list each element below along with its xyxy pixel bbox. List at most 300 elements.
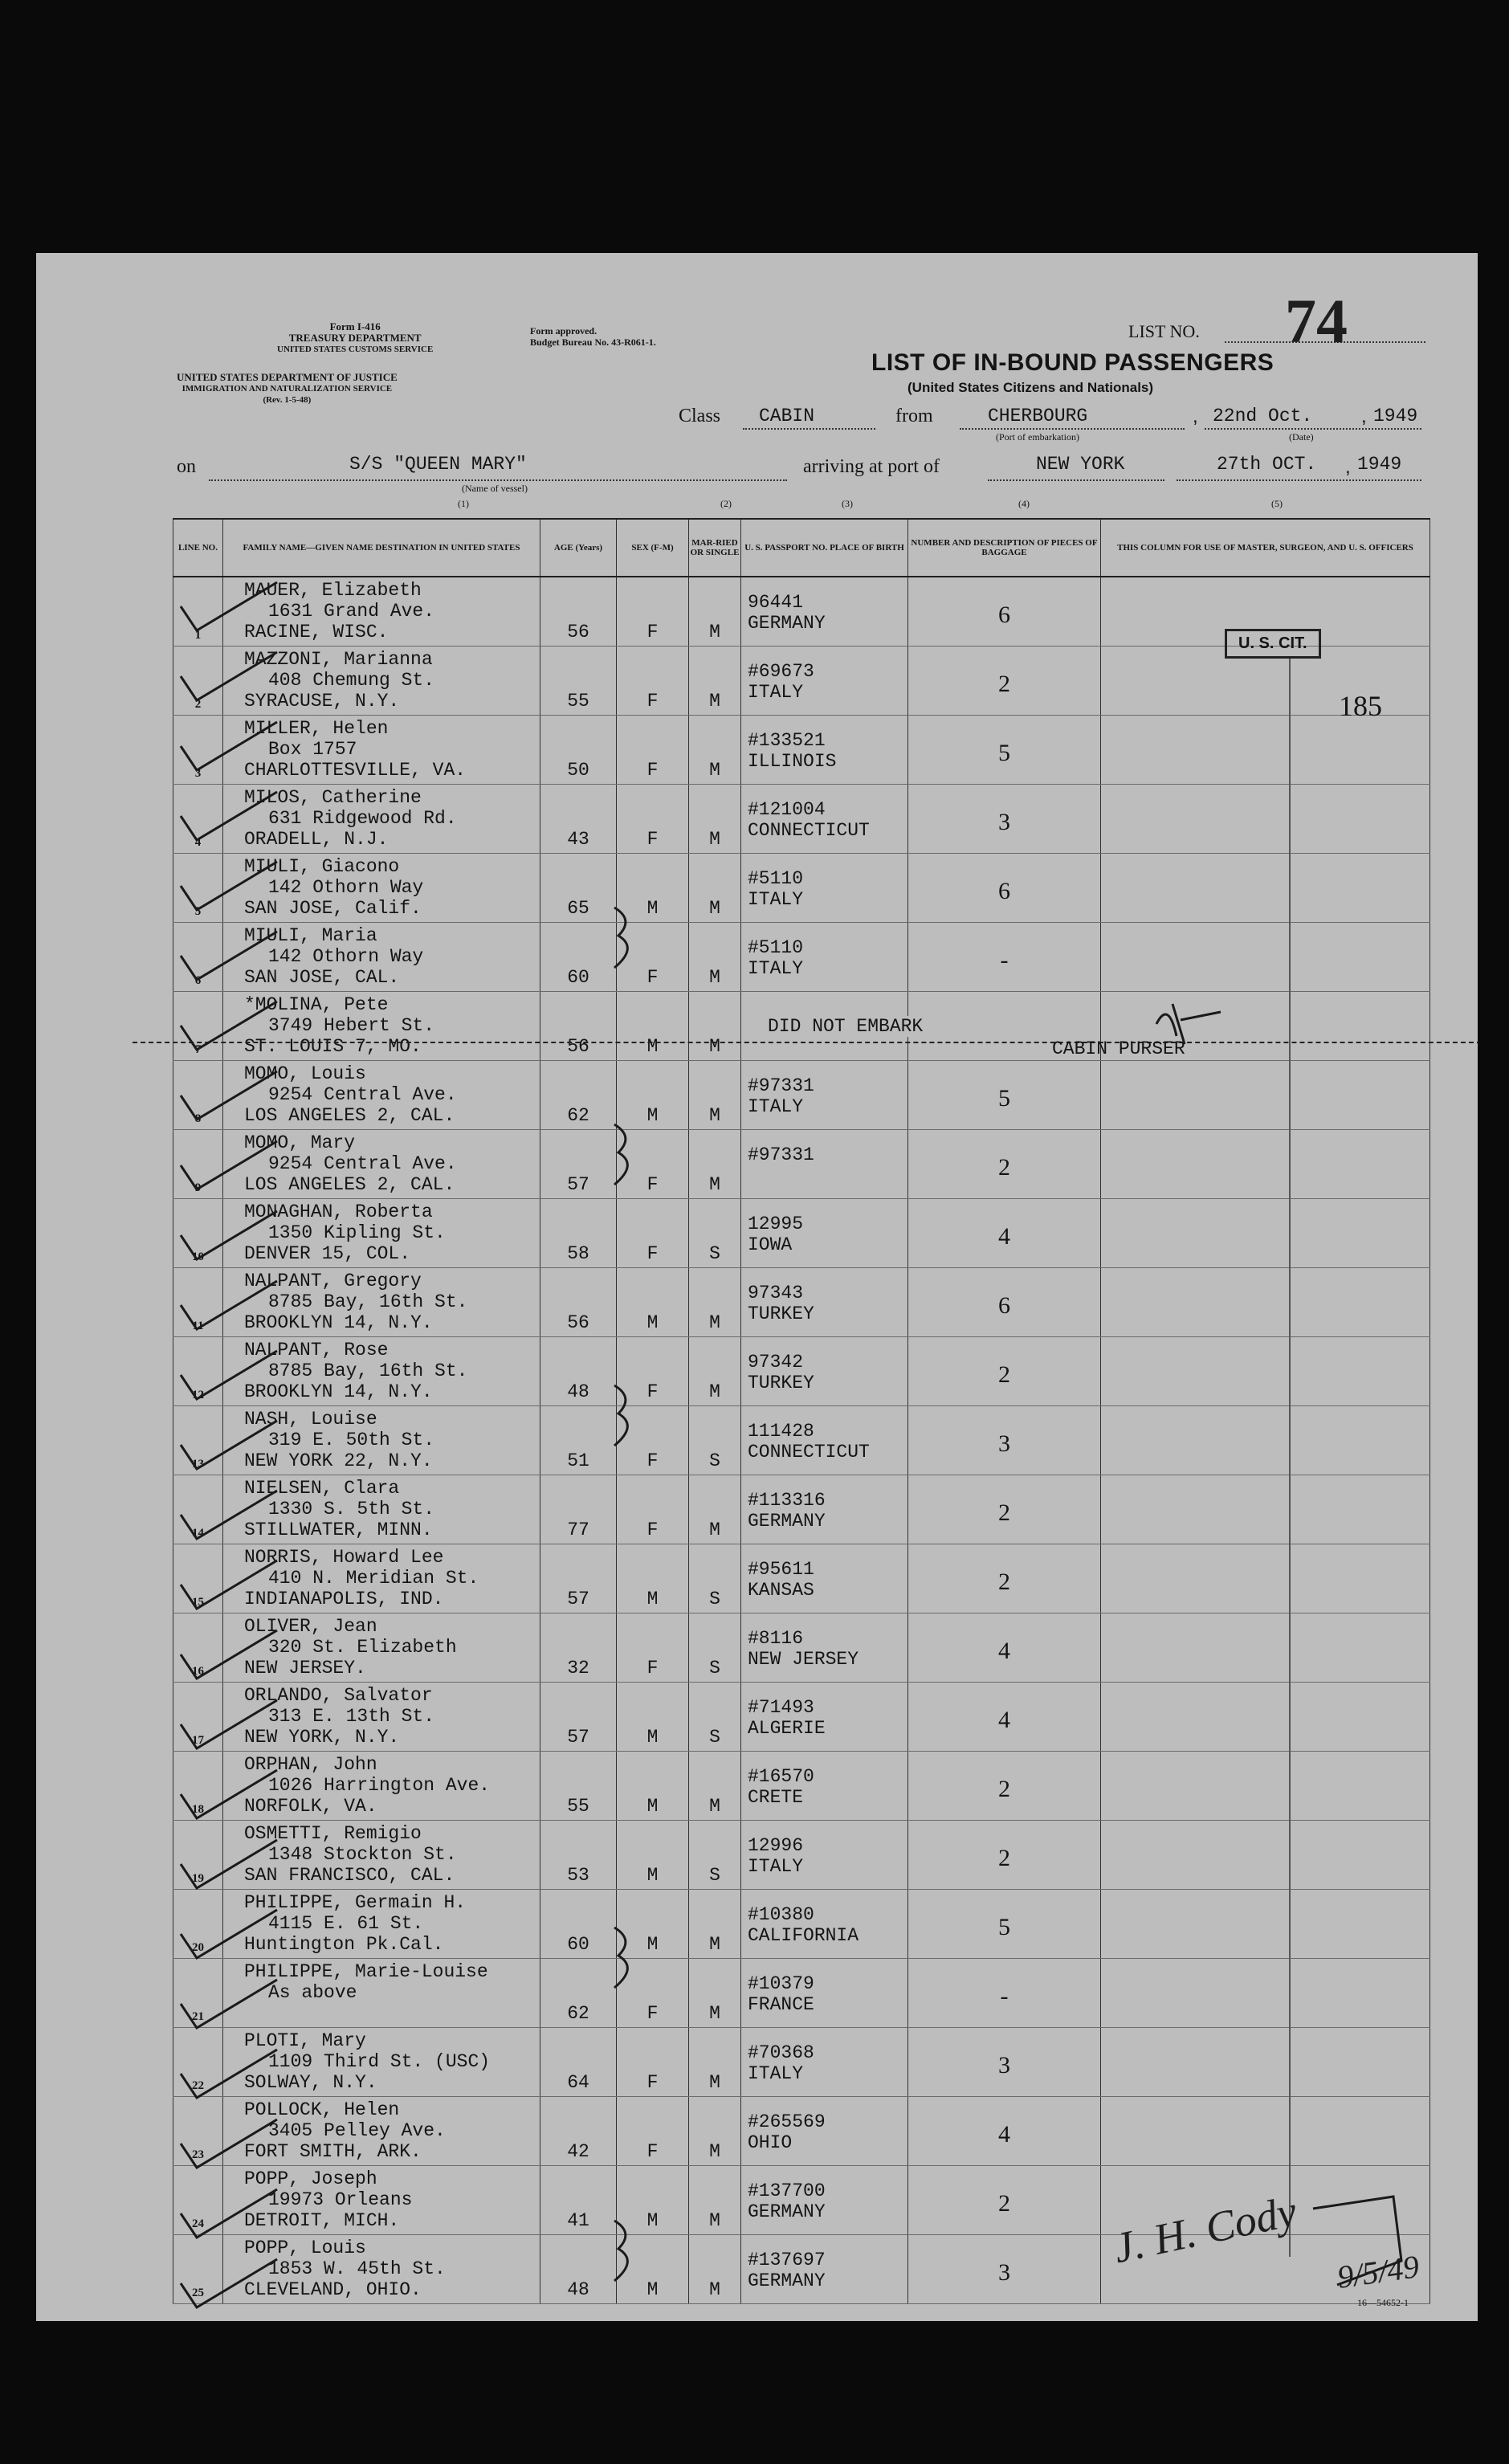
ins-service: IMMIGRATION AND NATURALIZATION SERVICE: [181, 384, 393, 394]
form-approved: Form approved.: [530, 325, 597, 337]
line-number-text: 17: [192, 1734, 204, 1747]
passport-number: 12996: [748, 1835, 804, 1856]
married: M: [709, 622, 720, 643]
married: M: [709, 1036, 720, 1057]
passport-number: #69673: [748, 661, 814, 682]
place-of-birth: TURKEY: [748, 1373, 814, 1393]
address-line-2: NORFOLK, VA.: [244, 1796, 377, 1817]
sex: M: [646, 2279, 659, 2300]
passport-number: #95611: [748, 1559, 814, 1580]
check-mark: [181, 792, 277, 840]
place-of-birth: GERMANY: [748, 1511, 826, 1532]
not-embarked-text: DID NOT EMBARK: [763, 1016, 928, 1037]
married: M: [709, 967, 720, 988]
address-line-1: 9254 Central Ave.: [268, 1153, 457, 1174]
address-line-2: NEW JERSEY.: [244, 1658, 366, 1679]
col-married: MAR-RIED OR SINGLE: [689, 519, 741, 577]
baggage-count: 6: [998, 878, 1010, 904]
passport-number: 96441: [748, 592, 804, 613]
place-of-birth: ITALY: [748, 2063, 804, 2084]
passenger-name: *MOLINA, Pete: [244, 994, 389, 1015]
address-line-1: 1853 W. 45th St.: [268, 2258, 446, 2279]
passenger-name: MONAGHAN, Roberta: [244, 1201, 433, 1222]
address-line-1: 8785 Bay, 16th St.: [268, 1361, 468, 1381]
address-line-1: 3749 Hebert St.: [268, 1015, 435, 1036]
sex: M: [646, 2210, 659, 2231]
sex: F: [646, 2141, 659, 2162]
check-mark: [181, 2189, 277, 2238]
place-of-birth: OHIO: [748, 2132, 793, 2153]
us-citizen-stamp: U. S. CIT.: [1225, 629, 1321, 659]
passenger-name: OLIVER, Jean: [244, 1616, 377, 1637]
passenger-name: MOMO, Mary: [244, 1132, 356, 1153]
check-mark: [181, 2119, 277, 2168]
baggage-count: 2: [998, 1154, 1010, 1181]
line-number-text: 13: [192, 1458, 204, 1471]
passport-number: #97331: [748, 1075, 814, 1096]
sex: F: [646, 1381, 659, 1402]
passport-number: #8116: [748, 1628, 804, 1649]
line-number-text: 7: [194, 1043, 202, 1056]
passenger-name: PLOTI, Mary: [244, 2030, 366, 2051]
place-of-birth: GERMANY: [748, 2270, 826, 2291]
sex: F: [646, 691, 659, 712]
age: 57: [567, 1589, 589, 1609]
address-line-2: RACINE, WISC.: [244, 622, 389, 643]
married: M: [709, 2003, 720, 2024]
age: 41: [567, 2210, 589, 2231]
address-line-1: 320 St. Elizabeth: [268, 1637, 457, 1658]
port-embark-caption: (Port of embarkation): [996, 431, 1079, 443]
passenger-name: NALPANT, Gregory: [244, 1271, 422, 1291]
on-label: on: [177, 456, 196, 477]
address-line-2: SOLWAY, N.Y.: [244, 2072, 377, 2093]
age: 56: [567, 622, 589, 643]
passenger-name: MOMO, Louis: [244, 1063, 366, 1084]
sex: M: [646, 1589, 659, 1609]
col-marker-4: (4): [1018, 498, 1030, 509]
sex: M: [646, 1796, 659, 1817]
check-mark: [181, 722, 277, 770]
passenger-name: PHILIPPE, Germain H.: [244, 1892, 467, 1913]
passport-number: #71493: [748, 1697, 814, 1718]
vessel-caption: (Name of vessel): [462, 483, 528, 494]
from-label: from: [895, 406, 933, 426]
check-mark: [181, 1421, 277, 1469]
married: M: [709, 1520, 720, 1540]
age: 57: [567, 1174, 589, 1195]
passport-number: #10379: [748, 1973, 814, 1994]
address-line-2: ORADELL, N.J.: [244, 829, 389, 850]
customs-service: UNITED STATES CUSTOMS SERVICE: [277, 345, 434, 354]
arrival-date: 27th OCT.: [1217, 454, 1317, 475]
married: M: [709, 2141, 720, 2162]
place-of-birth: CONNECTICUT: [748, 820, 870, 841]
check-mark: [181, 1211, 277, 1259]
arrival-port: NEW YORK: [1036, 454, 1125, 475]
check-mark: [181, 1351, 277, 1399]
baggage-count: 5: [998, 1914, 1010, 1940]
sex: M: [646, 1105, 659, 1126]
passport-number: #70368: [748, 2042, 814, 2063]
passenger-name: ORLANDO, Salvator: [244, 1685, 433, 1706]
justice-department: UNITED STATES DEPARTMENT OF JUSTICE: [177, 371, 398, 383]
passport-number: #5110: [748, 868, 804, 889]
address-line-2: STILLWATER, MINN.: [244, 1520, 433, 1540]
col-line: LINE NO.: [173, 519, 223, 577]
address-line-2: SYRACUSE, N.Y.: [244, 691, 400, 712]
age: 55: [567, 691, 589, 712]
address-line-2: FORT SMITH, ARK.: [244, 2141, 422, 2162]
age: 77: [567, 1520, 589, 1540]
passport-number: #10380: [748, 1904, 814, 1925]
passport-number: #5110: [748, 937, 804, 958]
married: M: [709, 2072, 720, 2093]
form-number: Form I-416: [329, 320, 381, 332]
baggage-count: 2: [998, 1361, 1010, 1388]
married: M: [709, 1312, 720, 1333]
passenger-name: MAUER, Elizabeth: [244, 580, 422, 601]
col-marker-2: (2): [720, 498, 732, 509]
age: 60: [567, 967, 589, 988]
married: M: [709, 829, 720, 850]
place-of-birth: CALIFORNIA: [748, 1925, 859, 1946]
footer-code: 16—54652-1: [1357, 2297, 1409, 2308]
sex: F: [646, 829, 659, 850]
sex: M: [646, 1934, 659, 1955]
address-line-2: DENVER 15, COL.: [244, 1243, 411, 1264]
married: M: [709, 760, 720, 781]
line-number-text: 16: [192, 1665, 204, 1678]
col-officers: THIS COLUMN FOR USE OF MASTER, SURGEON, AND U. S. OFFICERS: [1101, 519, 1430, 577]
married: S: [709, 1727, 720, 1748]
line-number-text: 12: [192, 1389, 204, 1401]
address-line-1: 142 Othorn Way: [268, 877, 424, 898]
address-line-1: 8785 Bay, 16th St.: [268, 1291, 468, 1312]
address-line-2: CLEVELAND, OHIO.: [244, 2279, 422, 2300]
sex: M: [646, 1727, 659, 1748]
baggage-count: 2: [998, 1499, 1010, 1526]
col-marker-1: (1): [458, 498, 469, 509]
col-marker-3: (3): [842, 498, 853, 509]
list-no-value: 74: [1285, 286, 1348, 356]
from-value: CHERBOURG: [988, 406, 1088, 426]
address-line-1: 1348 Stockton St.: [268, 1844, 457, 1865]
age: 62: [567, 2003, 589, 2024]
address-line-2: INDIANAPOLIS, IND.: [244, 1589, 444, 1609]
passenger-name: MILLER, Helen: [244, 718, 389, 739]
sex: M: [646, 1036, 659, 1057]
check-mark: [181, 1002, 277, 1050]
address-line-2: SAN JOSE, CAL.: [244, 967, 400, 988]
address-line-1: 1330 S. 5th St.: [268, 1499, 435, 1520]
place-of-birth: CRETE: [748, 1787, 804, 1808]
address-line-1: 1631 Grand Ave.: [268, 601, 435, 622]
line-number-text: 25: [192, 2287, 204, 2299]
sex: F: [646, 1658, 659, 1679]
check-mark: [181, 1071, 277, 1120]
married: S: [709, 1658, 720, 1679]
baggage-count: 4: [998, 1638, 1010, 1664]
baggage-count: -: [1000, 1983, 1009, 2009]
passenger-name: OSMETTI, Remigio: [244, 1823, 422, 1844]
address-line-1: 313 E. 13th St.: [268, 1706, 435, 1727]
col-passport: U. S. PASSPORT NO. PLACE OF BIRTH: [741, 519, 908, 577]
married: M: [709, 2210, 720, 2231]
age: 53: [567, 1865, 589, 1886]
passport-number: 111428: [748, 1421, 814, 1442]
baggage-count: -: [1000, 947, 1009, 973]
sex: F: [646, 1243, 659, 1264]
page-subtitle: (United States Citizens and Nationals): [907, 380, 1154, 395]
check-mark: [181, 1141, 277, 1189]
baggage-count: 4: [998, 2121, 1010, 2148]
check-mark: [181, 932, 277, 980]
place-of-birth: ILLINOIS: [748, 751, 837, 772]
check-mark: [181, 652, 277, 700]
check-mark: [181, 1560, 277, 1609]
arriving-label: arriving at port of: [803, 456, 940, 477]
embark-date: 22nd Oct.: [1213, 406, 1313, 426]
address-line-1: 9254 Central Ave.: [268, 1084, 457, 1105]
passport-number: #137700: [748, 2180, 826, 2201]
age: 56: [567, 1036, 589, 1057]
passenger-name: ORPHAN, John: [244, 1754, 377, 1775]
address-line-1: 1350 Kipling St.: [268, 1222, 446, 1243]
col-sex: SEX (F-M): [617, 519, 689, 577]
sex: F: [646, 1174, 659, 1195]
line-number-text: 22: [192, 2079, 204, 2092]
married: S: [709, 1450, 720, 1471]
baggage-count: 5: [998, 740, 1010, 766]
class-label: Class: [679, 406, 721, 426]
age: 56: [567, 1312, 589, 1333]
married: M: [709, 898, 720, 919]
address-line-2: LOS ANGELES 2, CAL.: [244, 1174, 455, 1195]
passport-number: #97331: [748, 1144, 814, 1165]
check-mark: [181, 1910, 277, 1958]
age: 55: [567, 1796, 589, 1817]
line-number-text: 9: [194, 1181, 202, 1194]
address-line-1: 142 Othorn Way: [268, 946, 424, 967]
passenger-name: NORRIS, Howard Lee: [244, 1547, 444, 1568]
age: 62: [567, 1105, 589, 1126]
baggage-count: 3: [998, 2052, 1010, 2078]
address-line-2: CHARLOTTESVILLE, VA.: [244, 760, 467, 781]
age: 58: [567, 1243, 589, 1264]
age: 32: [567, 1658, 589, 1679]
place-of-birth: ALGERIE: [748, 1718, 826, 1739]
check-mark: [181, 1980, 277, 2028]
vessel-name: S/S "QUEEN MARY": [349, 454, 527, 475]
married: S: [709, 1865, 720, 1886]
check-mark: [181, 582, 277, 630]
line-number-text: 8: [194, 1112, 202, 1125]
address-line-1: Box 1757: [268, 739, 357, 760]
line-number-text: 23: [192, 2148, 204, 2161]
officer-number: 185: [1339, 690, 1382, 722]
age: 43: [567, 829, 589, 850]
handwritten-signature: J. H. Cody: [1109, 2186, 1301, 2273]
address-line-2: SAN FRANCISCO, CAL.: [244, 1865, 455, 1886]
sex: F: [646, 760, 659, 781]
baggage-count: 4: [998, 1707, 1010, 1733]
line-number-text: 24: [192, 2217, 204, 2230]
sex: F: [646, 622, 659, 643]
passenger-name: MIULI, Giacono: [244, 856, 400, 877]
check-marks: [36, 253, 1478, 2321]
line-number-text: 18: [192, 1803, 204, 1816]
address-line-1: 1026 Harrington Ave.: [268, 1775, 491, 1796]
place-of-birth: ITALY: [748, 1856, 804, 1877]
place-of-birth: ITALY: [748, 682, 804, 703]
address-line-2: NEW YORK, N.Y.: [244, 1727, 400, 1748]
col-age: AGE (Years): [540, 519, 617, 577]
married: M: [709, 691, 720, 712]
address-line-1: 408 Chemung St.: [268, 670, 435, 691]
age: 65: [567, 898, 589, 919]
budget-bureau: Budget Bureau No. 43-R061-1.: [530, 337, 656, 348]
married: M: [709, 1796, 720, 1817]
place-of-birth: CONNECTICUT: [748, 1442, 870, 1462]
passport-number: #121004: [748, 799, 826, 820]
address-line-2: ST. LOUIS 7, MO.: [244, 1036, 422, 1057]
passenger-name: NASH, Louise: [244, 1409, 377, 1430]
passenger-name: MAZZONI, Marianna: [244, 649, 433, 670]
passenger-name: PHILIPPE, Marie-Louise: [244, 1961, 488, 1982]
sex: M: [646, 1865, 659, 1886]
line-number-text: 20: [192, 1941, 204, 1954]
age: 50: [567, 760, 589, 781]
baggage-count: 6: [998, 1292, 1010, 1319]
passenger-name: POPP, Joseph: [244, 2168, 377, 2189]
passport-number: #265569: [748, 2111, 826, 2132]
passenger-name: NIELSEN, Clara: [244, 1478, 400, 1499]
line-number-text: 21: [192, 2010, 204, 2023]
address-line-1: 4115 E. 61 St.: [268, 1913, 424, 1934]
baggage-count: 3: [998, 1430, 1010, 1457]
place-of-birth: ITALY: [748, 889, 804, 910]
col-name: FAMILY NAME—GIVEN NAME DESTINATION IN UNITED STATES: [223, 519, 540, 577]
line-number-text: 11: [192, 1320, 204, 1332]
passport-number: #137697: [748, 2250, 826, 2270]
sex: M: [646, 1312, 659, 1333]
sex: F: [646, 1520, 659, 1540]
place-of-birth: NEW JERSEY: [748, 1649, 859, 1670]
baggage-count: 2: [998, 1569, 1010, 1595]
address-line-2: DETROIT, MICH.: [244, 2210, 400, 2231]
baggage-count: 2: [998, 1776, 1010, 1802]
baggage-count: 4: [998, 1223, 1010, 1250]
line-number-text: 15: [192, 1596, 204, 1609]
married: M: [709, 2279, 720, 2300]
address-line-2: Huntington Pk.Cal.: [244, 1934, 444, 1955]
address-line-1: As above: [268, 1982, 357, 2003]
passport-number: #133521: [748, 730, 826, 751]
check-mark: [181, 1770, 277, 1818]
passenger-name: MIULI, Maria: [244, 925, 377, 946]
married: M: [709, 1105, 720, 1126]
department: TREASURY DEPARTMENT: [288, 332, 422, 344]
purser-text: CABIN PURSER: [1052, 1038, 1185, 1059]
address-line-1: 3405 Pelley Ave.: [268, 2120, 446, 2141]
sex: F: [646, 2072, 659, 2093]
address-line-1: 410 N. Meridian St.: [268, 1568, 479, 1589]
check-mark: [181, 1630, 277, 1679]
passenger-name: POPP, Louis: [244, 2238, 366, 2258]
line-number-text: 1: [194, 629, 202, 642]
place-of-birth: GERMANY: [748, 2201, 826, 2222]
age: 51: [567, 1450, 589, 1471]
age: 60: [567, 1934, 589, 1955]
address-line-2: LOS ANGELES 2, CAL.: [244, 1105, 455, 1126]
passenger-name: POLLOCK, Helen: [244, 2099, 400, 2120]
passport-number: 97343: [748, 1283, 804, 1303]
baggage-count: 2: [998, 2190, 1010, 2217]
age: 57: [567, 1727, 589, 1748]
embark-year: 1949: [1373, 406, 1418, 426]
line-number-text: 19: [192, 1872, 204, 1885]
list-no-label: LIST NO.: [1128, 321, 1200, 341]
married: M: [709, 1381, 720, 1402]
address-line-2: NEW YORK 22, N.Y.: [244, 1450, 433, 1471]
place-of-birth: ITALY: [748, 958, 804, 979]
passenger-list-document: Form I-416 TREASURY DEPARTMENT UNITED STATES CUSTOMS SERVICE Form approved. Budget Bureau No. 43-R061-1. UNITED STATES DEPARTMENT OF JUSTICE IMMIGRATION AND NATURALIZATION SERVICE (Rev. 1-5-48) LIST NO. 74 LIST OF IN-BOUND PASSENGERS (United States Citizens and Nationals) Class CABIN from CHERBOURG (Port of embarkation) 22nd Oct. , , 1949 (Date) on S/S "QUEEN MARY" (Name of vessel) arriving at port of NEW YORK 27th OCT. , 1949 (1) (2) (3) (4) (5) LINE NO. FAMILY NAME—GIVEN NAME DESTINATION IN UNITED STATES AGE (Years) SEX (F-M) MAR-RIED OR SINGLE U. S. PASSPORT NO. PLACE OF BIRTH NUMBER AND DESCRIPTION OF PIECES OF BAGGAGE THIS COLUMN FOR USE OF MASTER, SURGEON, AND U. S. OFFICERS 1 MAUER, Elizabeth 1631 Grand Ave. RACINE, WISC. 56 F M 96441 GERMANY 6 2 MAZZONI, Marianna 408 Chemung St. SYRACUSE, N.Y. 55 F M #69673 ITALY 2 3 MILLER, Helen Box 1757 CHARLOTTESVILLE, VA. 50 F M #133521 ILLINOIS 5 4 MILOS, Catherine 631 Ridgewood Rd. ORADELL, N.J. 43 F M #121004 CONNECTICUT 3 5 MIULI, Giacono 142 Othorn Way SAN JOSE, Calif. 65 M M #5110 ITALY 6 6 MIULI, Maria 142 Othorn Way SAN JOSE, CAL. 60 F M #5110 ITALY - 7 *MOLINA, Pete 3749 Hebert St. ST. LOUIS 7, MO. 56 M M 8 MOMO, Louis 9254 Central Ave. LOS ANGELES 2, CAL. 62 M M #97331 ITALY 5 9 MOMO, Mary 9254 Central Ave. LOS ANGELES 2, CAL. 57 F M #97331 2 10 MONAGHAN, Roberta 1350 Kipling St. DENVER 15, COL. 58 F S 12995 IOWA 4 11 NALPANT, Gregory 8785 Bay, 16th St. BROOKLYN 14, N.Y. 56 M M 97343 TURKEY 6 12 NALPANT, Rose 8785 Bay, 16th St. BROOKLYN 14, N.Y. 48 F M 97342 TURKEY 2 13 NASH, Louise 319 E. 50th St. NEW YORK 22, N.Y. 51 F S 111428 CONNECTICUT 3 14 NIELSEN, Clara 1330 S. 5th St. STILLWATER, MINN. 77 F M #113316 GERMANY 2 15 NORRIS, Howard Lee 410 N. Meridian St. INDIANAPOLIS, IND. 57 M S #95611 KANSAS 2 16 OLIVER, Jean 320 St. Elizabeth NEW JERSEY. 32 F S #8116 NEW JERSEY 4 17 ORLANDO, Salvator 313 E. 13th St. NEW YORK, N.Y. 57 M S #71493 ALGERIE 4 18 ORPHAN, John 1026 Harrington Ave. NORFOLK, VA. 55 M M #16570 CRETE 2 19 OSMETTI, Remigio 1348 Stockton St. SAN FRANCISCO, CAL. 53 M S 12996 ITALY 2 20 PHILIPPE, Germain H. 4115 E. 61 St. Huntington Pk.Cal. 60 M M #10380 CALIFORNIA 5 21 PHILIPPE, Marie-Louise As above 62 F M #10379 FRANCE - 22 PLOTI, Mary 1109 Third St. (USC) SOLWAY, N.Y. 64 F M #70368 ITALY 3 23 POLLOCK, Helen 3405 Pelley Ave. FORT SMITH, ARK. 42 F M #265569 OHIO 4 24 POPP, Joseph 19973 Orleans DETROIT, MICH. 41 M M #137700 GERMANY 2 25 POPP, Louis 1853 W. 45th St. CLEVELAND, OHIO. 48 M M #137697 GERMANY 3 U. S. CIT. 185 DID NOT EMBARK CABIN PURSER J. H. Cody 9/5/49 16—54652-1: [36, 253, 1478, 2321]
address-line-2: BROOKLYN 14, N.Y.: [244, 1312, 433, 1333]
check-mark: [181, 862, 277, 910]
check-mark: [181, 1840, 277, 1888]
date-caption: (Date): [1289, 431, 1314, 443]
check-mark: [181, 1491, 277, 1539]
arrival-year: 1949: [1357, 454, 1402, 475]
line-number-text: 2: [194, 698, 202, 711]
age: 42: [567, 2141, 589, 2162]
place-of-birth: KANSAS: [748, 1580, 814, 1601]
married: M: [709, 1934, 720, 1955]
baggage-count: 6: [998, 602, 1010, 628]
line-number-text: 10: [192, 1250, 204, 1263]
line-number-text: 5: [194, 905, 202, 918]
age: 64: [567, 2072, 589, 2093]
place-of-birth: GERMANY: [748, 613, 826, 634]
line-number-text: 14: [192, 1527, 204, 1540]
place-of-birth: IOWA: [748, 1234, 793, 1255]
age: 48: [567, 2279, 589, 2300]
check-mark: [181, 2259, 277, 2307]
address-line-2: BROOKLYN 14, N.Y.: [244, 1381, 433, 1402]
handwritten-date: 9/5/49: [1335, 2248, 1421, 2295]
passenger-name: NALPANT, Rose: [244, 1340, 389, 1361]
age: 48: [567, 1381, 589, 1402]
class-value: CABIN: [759, 406, 815, 426]
married: M: [709, 1174, 720, 1195]
passport-number: #16570: [748, 1766, 814, 1787]
check-mark: [181, 1281, 277, 1329]
line-number-text: 6: [194, 974, 202, 987]
passport-number: #113316: [748, 1490, 826, 1511]
form-revision: (Rev. 1-5-48): [263, 395, 312, 405]
line-number-text: 4: [194, 836, 202, 849]
baggage-count: 2: [998, 671, 1010, 697]
address-line-1: 631 Ridgewood Rd.: [268, 808, 457, 829]
passport-number: 97342: [748, 1352, 804, 1373]
address-line-2: SAN JOSE, Calif.: [244, 898, 422, 919]
check-mark: [181, 1700, 277, 1748]
passport-number: 12995: [748, 1214, 804, 1234]
address-line-1: 319 E. 50th St.: [268, 1430, 435, 1450]
sex: F: [646, 967, 659, 988]
married: S: [709, 1589, 720, 1609]
